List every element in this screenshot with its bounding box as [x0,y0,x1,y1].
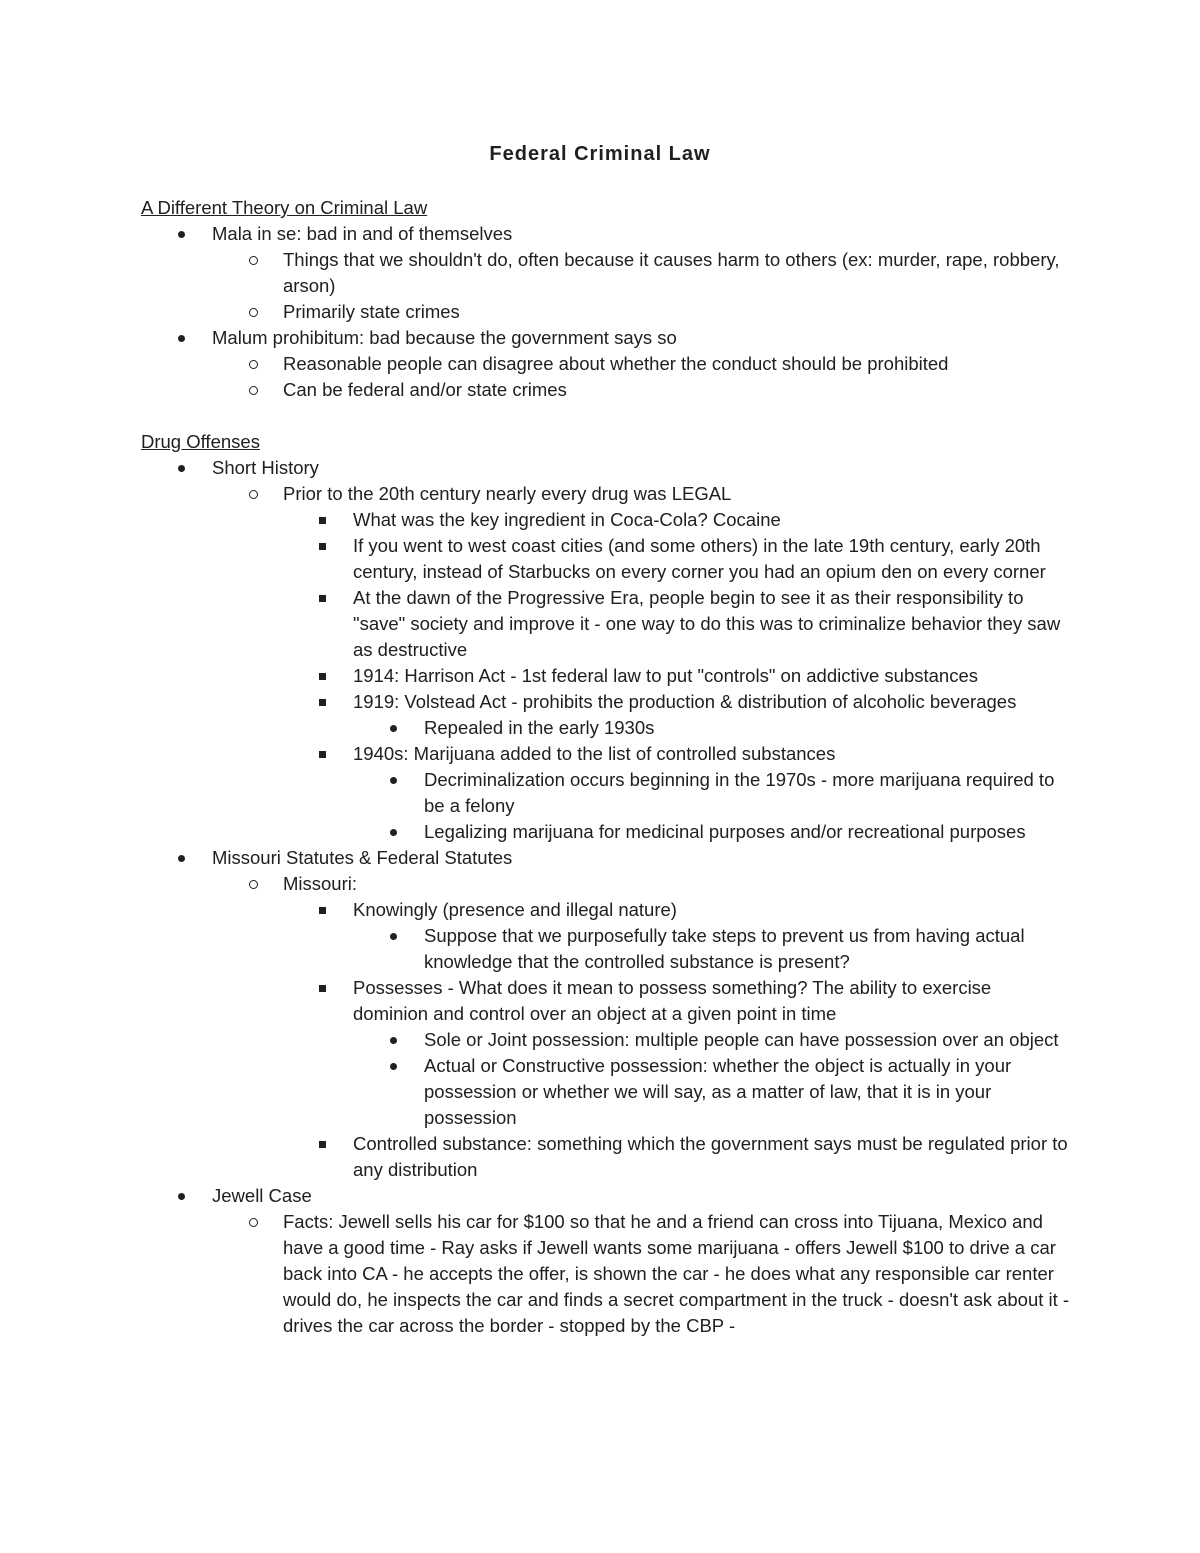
list-item [141,455,1071,481]
list-item-text: Prior to the 20th century nearly every drug was LEGAL [283,483,732,504]
filled-bullet-icon [390,725,397,732]
square-bullet-icon [319,1141,326,1148]
list-item [141,585,1071,663]
filled-bullet-icon [390,777,397,784]
list-item-text: Decriminalization occurs beginning in the 1970s - more marijuana required to be a felony [424,769,1055,816]
list-item [141,299,1071,325]
square-bullet-icon [319,673,326,680]
list-item [141,767,1071,819]
square-bullet-icon [319,517,326,524]
list-item-text: 1914: Harrison Act - 1st federal law to put "controls" on addictive substances [353,665,978,686]
filled-bullet-icon [178,231,185,238]
filled-bullet-icon [390,933,397,940]
list-item-text: Things that we shouldn't do, often because it causes harm to others (ex: murder, rape, robbery, arson) [283,249,1060,296]
section-spacer [141,403,1071,429]
list-item [141,351,1071,377]
list-item-text: 1919: Volstead Act - prohibits the production & distribution of alcoholic beverages [353,691,1017,712]
list-item-text: Legalizing marijuana for medicinal purposes and/or recreational purposes [424,821,1026,842]
list-item [141,481,1071,507]
list-item-text: 1940s: Marijuana added to the list of controlled substances [353,743,836,764]
hollow-bullet-icon [249,490,258,499]
list-item-text: Reasonable people can disagree about whether the conduct should be prohibited [283,353,949,374]
square-bullet-icon [319,985,326,992]
list-item [141,507,1071,533]
filled-bullet-icon [178,1193,185,1200]
list-item-text: Knowingly (presence and illegal nature) [353,899,677,920]
square-bullet-icon [319,543,326,550]
list-item-text: Missouri Statutes & Federal Statutes [212,847,513,868]
list-item [141,845,1071,871]
list-item [141,221,1071,247]
list-item [141,819,1071,845]
list-item-text: Facts: Jewell sells his car for $100 so that he and a friend can cross into Tijuana, Mexico and have a good time - Ray asks if Jewell wants some marijuana - offers Jewell $100 to drive a car back into CA - he accepts the offer, is shown the car - he does what any responsible car renter would do, he inspects the car and finds a secret compartment in the truck - doesn't ask about it - drives the car across the border - stopped by the CBP - [283,1211,1070,1336]
list-item-text: What was the key ingredient in Coca-Cola? Cocaine [353,509,781,530]
hollow-bullet-icon [249,880,258,889]
list-item [141,1131,1071,1183]
square-bullet-icon [319,595,326,602]
filled-bullet-icon [178,855,185,862]
list-item [141,1209,1071,1339]
hollow-bullet-icon [249,256,258,265]
list-item-text: Controlled substance: something which the government says must be regulated prior to any distribution [353,1133,1068,1180]
list-item-text: If you went to west coast cities (and some others) in the late 19th century, early 20th century, instead of Starbucks on every corner you had an opium den on every corner [353,535,1046,582]
filled-bullet-icon [390,1037,397,1044]
hollow-bullet-icon [249,308,258,317]
list-item-text: Malum prohibitum: bad because the government says so [212,327,677,348]
hollow-bullet-icon [249,1218,258,1227]
list-item [141,897,1071,923]
list-item [141,923,1071,975]
list-item-text: Possesses - What does it mean to possess something? The ability to exercise dominion and control over an object at a given point in time [353,977,992,1024]
list-item [141,975,1071,1027]
list-item-text: Missouri: [283,873,358,894]
filled-bullet-icon [390,1063,397,1070]
filled-bullet-icon [390,829,397,836]
list-item-text: Primarily state crimes [283,301,460,322]
list-item-text: At the dawn of the Progressive Era, people begin to see it as their responsibility to "save" society and improve it - one way to do this was to criminalize behavior they saw as destructive [353,587,1061,660]
section-heading: Drug Offenses [141,431,260,452]
hollow-bullet-icon [249,360,258,369]
filled-bullet-icon [178,335,185,342]
list-item-text: Short History [212,457,319,478]
list-item [141,741,1071,767]
list-item [141,871,1071,897]
document-body [141,195,1071,1339]
list-item-text: Mala in se: bad in and of themselves [212,223,513,244]
section-heading: A Different Theory on Criminal Law [141,197,428,218]
square-bullet-icon [319,751,326,758]
list-item [141,715,1071,741]
filled-bullet-icon [178,465,185,472]
list-item-text: Sole or Joint possession: multiple people can have possession over an object [424,1029,1059,1050]
list-item [141,1053,1071,1131]
list-item-text: Suppose that we purposefully take steps to prevent us from having actual knowledge that the controlled substance is present? [424,925,1025,972]
list-item-text: Jewell Case [212,1185,312,1206]
list-item [141,1183,1071,1209]
list-item-text: Can be federal and/or state crimes [283,379,567,400]
list-item [141,689,1071,715]
hollow-bullet-icon [249,386,258,395]
list-item [141,1027,1071,1053]
list-item [141,325,1071,351]
list-item-text: Repealed in the early 1930s [424,717,655,738]
section-list [141,221,1071,403]
list-item-text: Actual or Constructive possession: whether the object is actually in your possession or whether we will say, as a matter of law, that it is in your possession [424,1055,1012,1128]
section-list [141,455,1071,1339]
page-title: Federal Criminal Law [489,143,711,165]
list-item [141,247,1071,299]
list-item [141,533,1071,585]
list-item [141,663,1071,689]
list-item [141,377,1071,403]
square-bullet-icon [319,699,326,706]
square-bullet-icon [319,907,326,914]
